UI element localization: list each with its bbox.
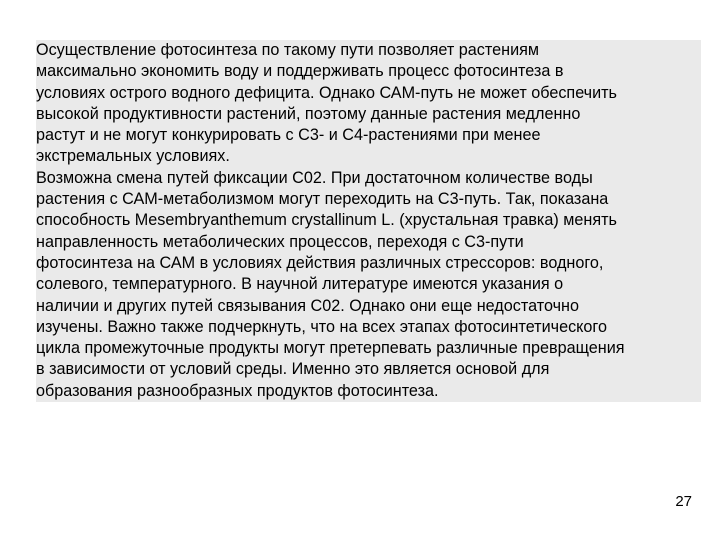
text-line: способность Mesembryanthemum crystallinum L. (хрустальная травка) менять <box>36 211 617 230</box>
text-line: солевого, температурного. В научной литературе имеются указания о <box>36 275 564 294</box>
text-line: условиях острого водного дефицита. Однако САМ-путь не может обеспечить <box>36 83 617 102</box>
text-line: растут и не могут конкурировать с С3- и С4-растениями при менее <box>36 126 541 145</box>
body-text-box <box>36 40 701 402</box>
text-line: экстремальных условиях. <box>36 147 230 166</box>
text-line: Осуществление фотосинтеза по такому пути позволяет растениям <box>36 41 540 59</box>
text-line: изучены. Важно также подчеркнуть, что на всех этапах фотосинтетического <box>36 317 607 336</box>
text-line: в зависимости от условий среды. Именно это является основой для <box>36 360 550 379</box>
text-line: максимально экономить воду и поддерживать процесс фотосинтеза в <box>36 62 564 81</box>
text-line: высокой продуктивности растений, поэтому данные растения медленно <box>36 104 581 123</box>
text-line: наличии и других путей связывания С02. Однако они еще недостаточно <box>36 296 579 315</box>
text-line: фотосинтеза на САМ в условиях действия различных стрессоров: водного, <box>36 253 604 272</box>
page-number: 27 <box>675 493 692 510</box>
text-line: растения с САМ-метаболизмом могут переходить на С3-путь. Так, показана <box>36 190 609 209</box>
text-line: цикла промежуточные продукты могут претерпевать различные превращения <box>36 339 625 358</box>
text-line: образования разнообразных продуктов фотосинтеза. <box>36 381 439 400</box>
text-line: направленность метаболических процессов, переходя с С3-пути <box>36 232 524 251</box>
text-line: Возможна смена путей фиксации С02. При достаточном количестве воды <box>36 168 593 187</box>
